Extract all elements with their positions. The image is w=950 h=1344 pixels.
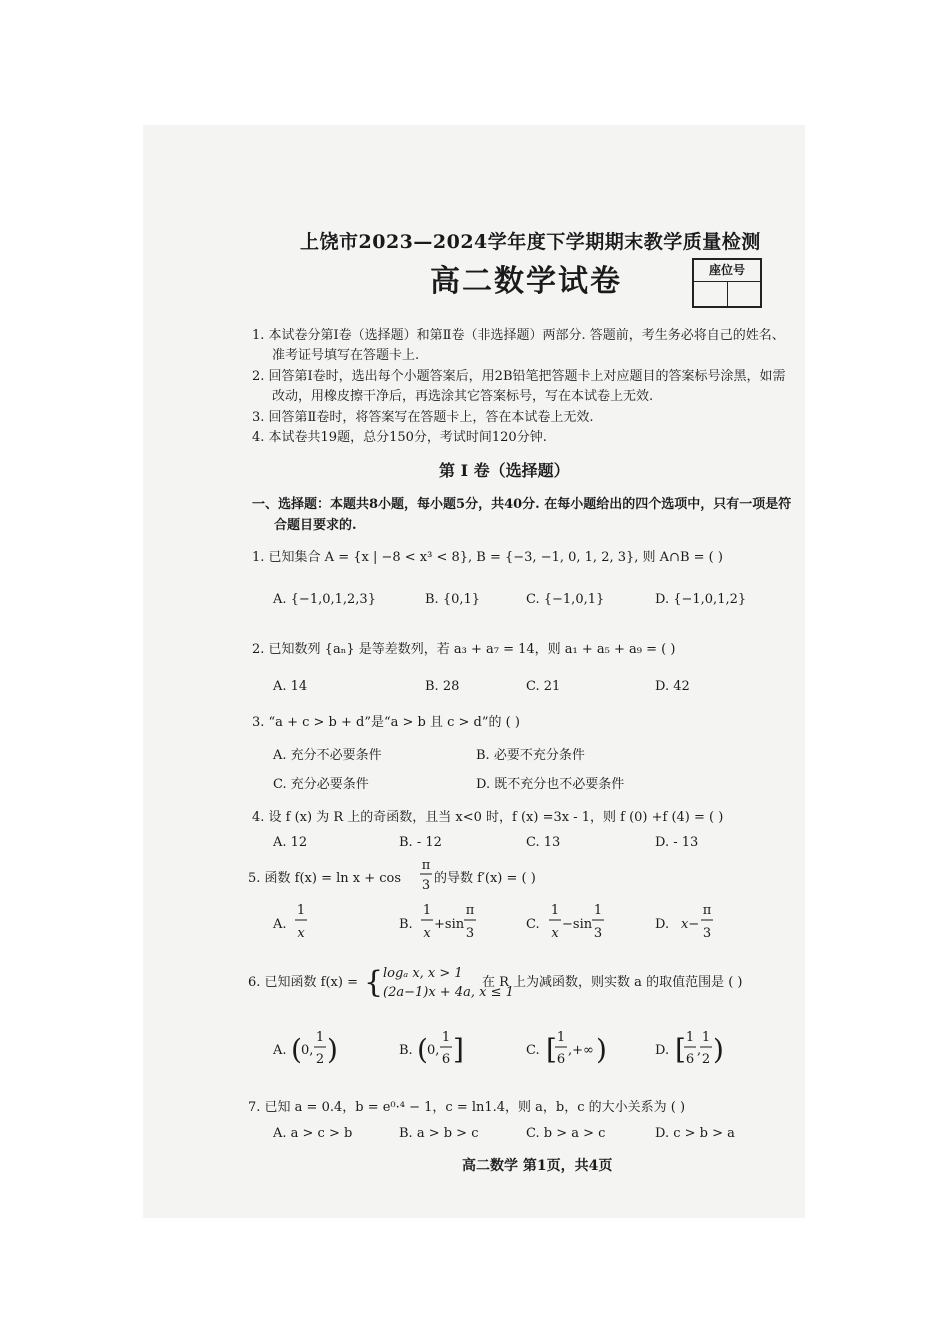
option-b: B. - 12 [399, 835, 442, 850]
fraction-den: x [423, 926, 431, 941]
option-c: C. [526, 917, 540, 932]
option-d: D. c > b > a [655, 1126, 735, 1141]
note-line: 3. 回答第Ⅱ卷时，将答案写在答题卡上，答在本试卷上无效. [252, 410, 594, 425]
bracket: ( [417, 1033, 428, 1066]
question-stem: 2. 已知数列 {aₙ} 是等差数列，若 a₃ + a₇ = 14，则 a₁ + a₅ + a₉ = ( ) [252, 642, 676, 657]
note-line: 4. 本试卷共19题，总分150分，考试时间120分钟. [252, 430, 547, 445]
subject-title: 高二数学试卷 [430, 264, 622, 299]
fraction-num: π [421, 858, 431, 873]
fraction-den: 3 [593, 926, 603, 941]
bracket: [ [546, 1033, 557, 1066]
bracket: [ [675, 1033, 686, 1066]
option-a: A. {−1,0,1,2,3} [273, 592, 376, 607]
question-stem: 4. 设 f (x) 为 R 上的奇函数，且当 x<0 时，f (x) =3x - 1，则 f (0) +f (4) = ( ) [252, 810, 724, 825]
option-d: D. 42 [655, 679, 690, 694]
fraction-den: 3 [702, 926, 712, 941]
option-a: A. 充分不必要条件 [273, 748, 382, 763]
option-d: D. {−1,0,1,2} [655, 592, 747, 607]
option-b: B. [399, 917, 413, 932]
fraction-den: x [551, 926, 559, 941]
q6-stem-prefix: 6. 已知函数 f(x) = [248, 975, 358, 990]
option-a: A. [273, 917, 287, 932]
fraction-den: 6 [441, 1052, 451, 1067]
option-text: −sin [562, 917, 593, 932]
option-text: 0, [427, 1043, 440, 1058]
seat-number-label: 座位号 [694, 260, 760, 282]
option-d: D. 既不充分也不必要条件 [476, 777, 625, 792]
fraction-den: 3 [465, 926, 475, 941]
q5-stem-suffix: 的导数 f′(x) = ( ) [434, 871, 536, 886]
fraction-num: π [702, 903, 712, 918]
option-text: , [697, 1043, 702, 1058]
note-line: 1. 本试卷分第Ⅰ卷（选择题）和第Ⅱ卷（非选择题）两部分. 答题前，考生务必将自己的姓名、 [252, 328, 785, 343]
section-instruction: 一、选择题：本题共8小题，每小题5分，共40分. 在每小题给出的四个选项中，只有一项是符 [252, 497, 792, 512]
page-footer: 高二数学 第1页，共4页 [462, 1158, 613, 1174]
option-c: C. 13 [526, 835, 561, 850]
piece-1: logₐ x, x > 1 [383, 966, 463, 981]
fraction-num: 1 [701, 1030, 711, 1045]
option-d: D. - 13 [655, 835, 699, 850]
section-instruction: 合题目要求的. [274, 518, 357, 533]
option-a: A. a > c > b [273, 1126, 353, 1141]
piece-2: (2a−1)x + 4a, x ≤ 1 [383, 985, 514, 1000]
fraction-den: 6 [685, 1052, 695, 1067]
q5-stem-prefix: 5. 函数 f(x) = ln x + cos [248, 871, 402, 886]
option-c: C. 充分必要条件 [273, 777, 369, 792]
option-a: A. 14 [273, 679, 308, 694]
section-title: 第 Ⅰ 卷（选择题） [439, 461, 570, 480]
option-b: B. {0,1} [425, 592, 481, 607]
exam-title: 上饶市2023—2024学年度下学期期末教学质量检测 [300, 231, 761, 253]
question-stem: 7. 已知 a = 0.4，b = e⁰·⁴ − 1，c = ln1.4，则 a，b，c 的大小关系为 ( ) [248, 1100, 686, 1115]
option-text: ,+∞ [568, 1043, 594, 1058]
fraction-num: 1 [593, 903, 603, 918]
option-c: C. b > a > c [526, 1126, 606, 1141]
fraction-num: 1 [422, 903, 432, 918]
fraction-num: 1 [296, 903, 306, 918]
option-c: C. [526, 1043, 540, 1058]
option-b: B. [399, 1043, 413, 1058]
fraction-num: π [465, 903, 475, 918]
fraction-num: 1 [685, 1030, 695, 1045]
option-a: A. [273, 1043, 287, 1058]
option-text: x− [681, 917, 700, 932]
question-stem: 1. 已知集合 A = {x | −8 < x³ < 8}, B = {−3, −1, 0, 1, 2, 3}, 则 A∩B = ( ) [252, 550, 723, 565]
note-line: 改动，用橡皮擦干净后，再选涂其它答案标号，写在本试卷上无效. [272, 389, 654, 404]
fraction-den: 3 [421, 878, 431, 893]
q6-stem-suffix: 在 R 上为减函数，则实数 a 的取值范围是 ( ) [482, 975, 743, 990]
question-stem: 3. “a + c > b + d”是“a > b 且 c > d”的 ( ) [252, 715, 520, 730]
option-d: D. [655, 917, 670, 932]
brace: { [364, 965, 384, 1000]
note-line: 准考证号填写在答题卡上. [272, 348, 420, 363]
option-text: 0, [301, 1043, 314, 1058]
fraction-den: x [297, 926, 305, 941]
fraction-num: 1 [550, 903, 560, 918]
fraction-num: 1 [556, 1030, 566, 1045]
fraction-num: 1 [315, 1030, 325, 1045]
option-b: B. 必要不充分条件 [476, 748, 585, 763]
option-d: D. [655, 1043, 670, 1058]
fraction-den: 6 [556, 1052, 566, 1067]
option-c: C. 21 [526, 679, 561, 694]
bracket: ) [713, 1033, 724, 1066]
option-b: B. 28 [425, 679, 460, 694]
bracket: ) [327, 1033, 338, 1066]
option-b: B. a > b > c [399, 1126, 479, 1141]
note-line: 2. 回答第Ⅰ卷时，选出每个小题答案后，用2B铅笔把答题卡上对应题目的答案标号涂黑，如需 [252, 369, 786, 384]
option-a: A. 12 [273, 835, 308, 850]
bracket: ] [453, 1033, 464, 1066]
fraction-den: 2 [315, 1052, 325, 1067]
fraction-den: 2 [701, 1052, 711, 1067]
fraction-num: 1 [441, 1030, 451, 1045]
option-text: +sin [434, 917, 465, 932]
bracket: ) [596, 1033, 607, 1066]
option-c: C. {−1,0,1} [526, 592, 605, 607]
bracket: ( [291, 1033, 302, 1066]
